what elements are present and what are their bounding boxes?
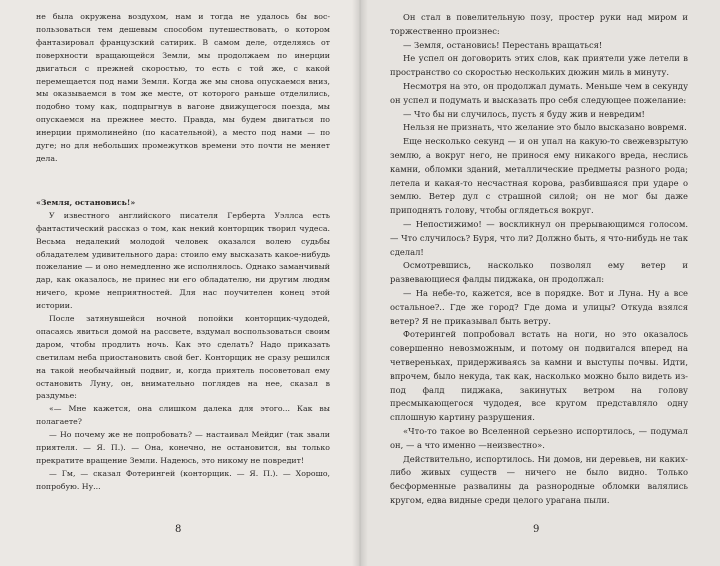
paragraph: — Непостижимо! — воскликнул он прерывающимся голосом. — Что случилось? Буря, что ли? Должно быть, я что-нибудь не так сделал! — [390, 218, 688, 257]
right-text-column — [390, 11, 688, 508]
page-number-left: 8 — [175, 524, 182, 535]
paragraph: — Земля, остановись! Перестань вращаться! — [403, 39, 603, 50]
left-text-column — [36, 11, 330, 494]
paragraph: — Что бы ни случилось, пусть я буду жив и невредим! — [403, 108, 645, 119]
paragraph: — Но почему же не попробовать? — настаивал Мейдиг (так звали приятеля. — Я. П.). — Она, конечно, не остановится, вы только прекратите вращение Земли. Надеюсь, это никому не повредит! — [36, 430, 330, 465]
paragraph: Фотерингей попробовал встать на ноги, но это оказалось совершенно невозможным, и потому он подвигался вперед на четвереньках, придерживаясь за камни и выступы почвы. Идти, впрочем, было некуда, так как, насколько можно было видеть из-под фалд пиджака, закинутых ветром на голову пресмыкающегося чудодея, все кругом представляло одну сплошную картину разрушения. — [390, 329, 688, 423]
paragraph: Действительно, испортилось. Ни домов, ни деревьев, ни каких-либо живых существ — ничего не было видно. Только бесформенные развалины да разнородные обломки валялись кругом, едва видные среди целого урагана пыли. — [390, 453, 688, 505]
page-number-right: 9 — [533, 524, 540, 535]
paragraph: Еще несколько секунд — и он упал на какую-то свежевзрытую землю, а вокруг него, не принося ему никакого вреда, неслись камни, обломки зданий, металлические предметы разного рода; летела и какая-то несчастная корова, разбившаяся при ударе о землю. Ветер дул с страшной силой; он не мог бы даже приподнять голову, чтобы оглядеться вокруг. — [390, 136, 688, 216]
paragraph: «— Мне кажется, она слишком далека для этого... Как вы полагаете? — [36, 404, 330, 427]
paragraph: Осмотревшись, насколько позволял ему ветер и развевающиеся фалды пиджака, он продолжал: — [390, 260, 688, 285]
paragraph: После затянувшейся ночной попойки конторщик-чудодей, опасаясь явиться домой на рассвете, вздумал воспользоваться своим даром, чтобы продлить ночь. Как это сделать? Надо приказать светилам неба приостановить свой бег. Конторщик не сразу решился на такой необычайный подвиг, и, когда приятель посоветовал ему остановить Луну, он, внимательно поглядев на нее, сказал в раздумье: — [36, 314, 330, 401]
section-heading: «Земля, остановись!» — [36, 197, 136, 207]
paragraph: У известного английского писателя Герберта Уэллса есть фантастический рассказ о том, как некий конторщик творил чудеса. Весьма недалекий молодой человек оказался волею судьбы обладателем удивительного дара: стоило ему высказать какое-нибудь пожелание — и оно немедленно же исполнялось. Однако заманчивый дар, как оказалось, не принес ни его обладателю, ни другим людям ничего, кроме неприятностей. Для нас поучителен конец этой истории. — [36, 210, 330, 311]
paragraph: Он стал в повелительную позу, простер руки над миром и торжественно произнес: — [390, 12, 688, 36]
paragraph: — Гм, — сказал Фотерингей (конторщик. — Я. П.). — Хорошо, попробую. Ну... — [36, 468, 330, 491]
book-gutter — [352, 0, 368, 566]
paragraph: «Что-то такое во Вселенной серьезно испортилось, — подумал он, — а что именно —неизвестно». — [390, 425, 688, 450]
paragraph: Несмотря на это, он продолжал думать. Меньше чем в секунду он успел и подумать и высказать про себя следующее пожелание: — [390, 80, 688, 105]
paragraph: Нельзя не признать, что желание это было высказано вовремя. — [403, 122, 687, 133]
right-page — [360, 0, 720, 566]
paragraph: не была окружена воздухом, нам и тогда не удалось бы вос-пользоваться тем дешевым способом путешествовать, о котором фантазировал французский сатирик. В самом деле, отделяясь от поверхности вращающейся Земли, мы продолжаем по инерции двигаться с прежней скоростью, то есть с той же, с какой перемещается под нами Земля. Когда же мы снова опускаемся вниз, мы оказываемся в том же месте, от которого раньше отделились, подобно тому как, подпрыгнув в вагоне движущегося поезда, мы опускаемся на прежнее место. Правда, мы будем двигаться по инерции прямолинейно (по касательной), а место под нами — по дуге; но для небольших промежутков времени это почти не меняет дела. — [36, 12, 330, 163]
paragraph: — На небе-то, кажется, все в порядке. Вот и Луна. Ну а все остальное?.. Где же город? Где дома и улицы? Откуда взялся ветер? Я не приказывал быть ветру. — [390, 287, 688, 326]
paragraph: Не успел он договорить этих слов, как приятели уже летели в пространство со скоростью нескольких дюжин миль в минуту. — [390, 53, 688, 78]
